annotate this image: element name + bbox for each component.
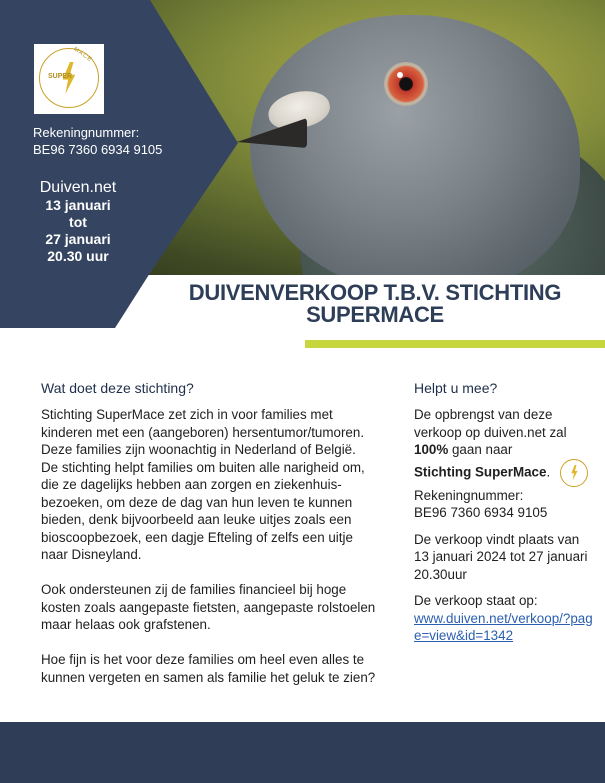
help-percent: 100% <box>414 442 449 457</box>
help-section <box>414 380 594 654</box>
supermace-small-logo <box>560 459 588 487</box>
sale-period: De verkoop vindt plaats van 13 januari 2024 tot 27 januari 20.30uur <box>414 531 588 582</box>
sale-time: 20.30 uur <box>47 248 109 264</box>
accent-bar <box>305 340 605 348</box>
sale-link-label: De verkoop staat op: <box>414 593 538 608</box>
pigeon-eye <box>384 62 428 106</box>
foundation-section <box>41 380 376 704</box>
foundation-paragraph-1: Stichting SuperMace zet zich in voor families met kinderen met een (aangeboren) hersentumor/tumoren. Deze families zijn woonachtig in Nederland of België. De stichting helpt families om buiten alle narigheid om, die ze dagelijks hebben aan zorgen en ziekenhuis-bezoeken, om deze de dag van hun leven te kunnen bieden, denk bijvoorbeeld aan leuke uitjes zoals een bioscoopbezoek, een dagje Efteling of zelfs een uitje naar Disneyland. <box>41 407 365 562</box>
date-to: 27 januari <box>45 231 111 247</box>
account-label: Rekeningnummer: <box>33 125 140 140</box>
foundation-heading: Wat doet deze stichting? <box>41 380 194 396</box>
footer-bar <box>0 722 605 783</box>
help-org-dot: . <box>546 464 551 480</box>
help-intro-text: De opbrengst van deze verkoop op duiven.net zal <box>414 407 567 440</box>
help-intro-text-2: gaan naar <box>451 442 513 457</box>
help-intro <box>414 406 594 522</box>
logo-mace-text: MACE <box>72 46 94 64</box>
sale-link[interactable]: www.duiven.net/verkoop/?page=view&id=1342 <box>414 610 593 643</box>
foundation-paragraph-2: Ook ondersteunen zij de families financieel bij hoge kosten zoals aangepaste fietsten, aangepaste rolstoelen maar helaas ook grafstenen. <box>41 582 376 632</box>
logo-super-text: SUPER <box>48 73 73 80</box>
help-account-label: Rekeningnummer: <box>414 487 524 503</box>
lightning-bolt-icon <box>570 465 579 481</box>
help-org: Stichting SuperMace <box>414 464 547 480</box>
site-name: Duiven.net <box>39 179 117 196</box>
sale-link-block <box>414 592 594 645</box>
sale-dates <box>28 178 128 265</box>
foundation-paragraph-3: Hoe fijn is het voor deze families om heel even alles te kunnen vergeten en samen als familie het geluk te zien? <box>41 652 376 685</box>
date-separator: tot <box>69 214 87 230</box>
help-heading: Helpt u mee? <box>414 380 498 396</box>
date-from: 13 januari <box>45 197 111 213</box>
supermace-logo <box>34 44 104 114</box>
page-title: DUIVENVERKOOP T.B.V. STICHTING SUPERMACE <box>188 280 562 327</box>
account-number: BE96 7360 6934 9105 <box>33 142 163 157</box>
header-account <box>33 124 162 158</box>
help-account-number: BE96 7360 6934 9105 <box>414 505 548 520</box>
